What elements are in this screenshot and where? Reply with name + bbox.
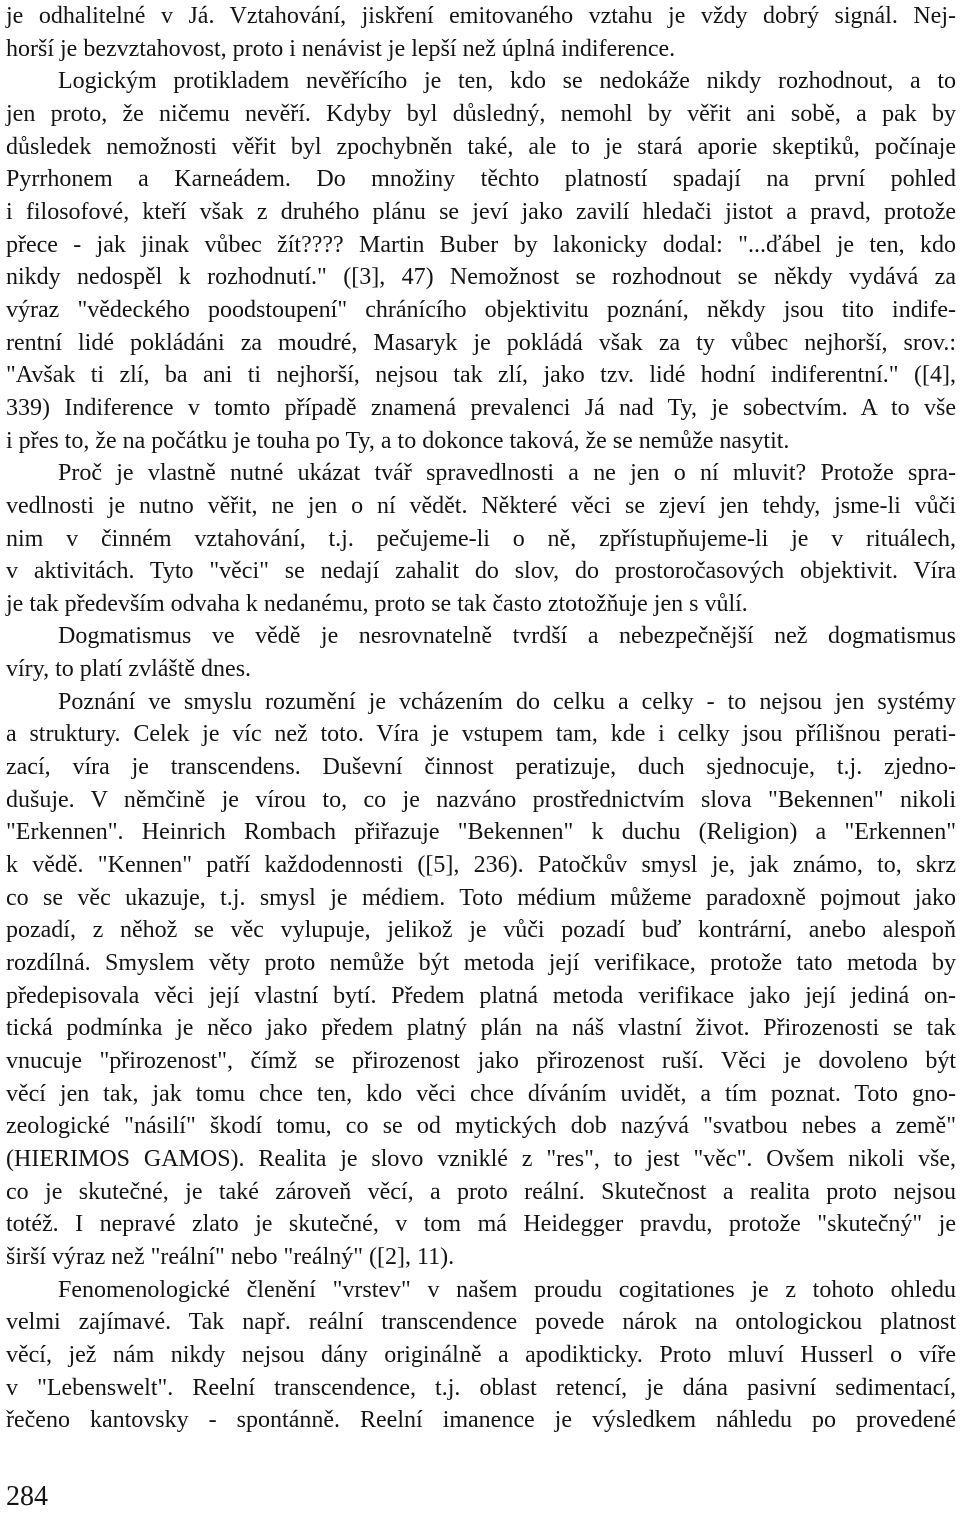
text-line: v aktivitách. Tyto "věci" se nedají zahalit do slov, do prostoročasových objektivit. Víra (6, 558, 956, 585)
text-line: (HIERIMOS GAMOS). Realita je slovo vzniklé z "res", to jest "věc". Ovšem nikoli vše, (6, 1145, 956, 1172)
text-line: je tak především odvaha k nedanému, proto se tak často ztotožňuje jen s vůlí. (6, 590, 748, 617)
text-line: co se věc ukazuje, t.j. smysl je médiem. Toto médium můžeme paradoxně pojmout jako (6, 884, 956, 911)
text-line: rozdílná. Smyslem věty proto nemůže být metoda její verifikace, protože tato metoda by (6, 950, 956, 977)
text-line: širší výraz než "reální" nebo "reálný" ([2], 11). (6, 1243, 455, 1270)
text-line: Poznání ve smyslu rozumění je vcházením do celku a celky - to nejsou jen systémy (58, 688, 956, 715)
text-line: nim v činném vztahování, t.j. pečujeme-li o ně, zpřístupňujeme-li je v rituálech, (6, 525, 956, 552)
text-line: zeologické "násilí" škodí tomu, co se od mytických dob nazývá "svatbou nebes a země" (6, 1113, 956, 1140)
text-line: důsledek nemožnosti věřit byl zpochybněn také, ale to je stará aporie skeptiků, počínaje (6, 133, 956, 160)
text-line: Pyrrhonem a Karneádem. Do množiny těchto platností spadají na první pohled (6, 166, 956, 193)
text-line: jen proto, že ničemu nevěří. Kdyby byl důsledný, nemohl by věřit ani sobě, a pak by (6, 100, 956, 127)
text-line: a struktury. Celek je víc než toto. Víra je vstupem tam, kde i celky jsou přílišnou perati- (6, 721, 956, 748)
text-line: je odhalitelné v Já. Vztahování, jiskření emitovaného vztahu je vždy dobrý signál. Nej- (6, 3, 956, 29)
text-line: "Erkennen". Heinrich Rombach přiřazuje "Bekennen" k duchu (Religion) a "Erkennen" (6, 819, 956, 846)
text-line: Proč je vlastně nutné ukázat tvář spravedlnosti a ne jen o ní mluvit? Protože spra- (58, 460, 956, 487)
text-line: i přes to, že na počátku je touha po Ty, a to dokonce taková, že se nemůže nasytit. (6, 427, 790, 454)
text-line: věcí, jež nám nikdy nejsou dány originálně a apodikticky. Proto mluví Husserl o víře (6, 1341, 956, 1368)
text-line: "Avšak ti zlí, ba ani ti nejhorší, nejsou tak zlí, jako tzv. lidé hodní indiferentní." ([4], (6, 362, 956, 389)
text-line: rentní lidé pokládáni za moudré, Masaryk je pokládá však za ty vůbec nejhorší, srov.: (6, 329, 956, 356)
text-line: víry, to platí zvláště dnes. (6, 656, 252, 683)
text-line: výraz "vědeckého poodstoupení" chránícího objektivitu poznání, někdy jsou tito indife- (6, 296, 956, 323)
text-line: dušuje. V němčině je vírou to, co je nazváno prostřednictvím slova "Bekennen" nikoli (6, 786, 956, 813)
text-line: totéž. I nepravé zlato je skutečné, v tom má Heidegger pravdu, protože "skutečný" je (6, 1211, 956, 1238)
text-line: zací, víra je transcendens. Duševní činnost peratizuje, duch sjednocuje, t.j. zjedno- (6, 754, 956, 781)
text-line: horší je bezvztahovost, proto i nenávist je lepší než úplná indiference. (6, 35, 676, 62)
text-line: v "Lebenswelt". Reelní transcendence, t.j. oblast retencí, je dána pasivní sedimentací, (6, 1374, 956, 1401)
text-line: nikdy nedospěl k rozhodnutí." ([3], 47) Nemožnost se rozhodnout se někdy vydává za (6, 264, 956, 291)
text-line: k vědě. "Kennen" patří každodennosti ([5], 236). Patočkův smysl je, jak známo, to, skrz (6, 852, 956, 879)
text-line: vnucuje "přirozenost", čímž se přirozenost jako přirozenost ruší. Věci je dovoleno být (6, 1048, 956, 1074)
text-line: předepisovala věci její vlastní bytí. Předem platná metoda verifikace jako její jediná on- (6, 982, 956, 1009)
text-line: i filosofové, kteří však z druhého plánu se jeví jako zavilí hledači jistot a pravd, protože (6, 198, 956, 225)
text-line: vedlnosti je nutno věřit, ne jen o ní vědět. Některé věci se zjeví jen tehdy, jsme-li vůči (6, 492, 956, 519)
text-line: tická podmínka je něco jako předem platný plán na náš vlastní život. Přirozenosti se tak (6, 1015, 956, 1042)
text-line: přece - jak jinak vůbec žít???? Martin Buber by lakonicky dodal: "...ďábel je ten, kdo (6, 231, 956, 258)
text-line: věcí jen tak, jak tomu chce ten, kdo věci chce díváním uvidět, a tím poznat. Toto gno- (6, 1080, 956, 1107)
text-line: pozadí, z něhož se věc vylupuje, jelikož je vůči pozadí buď kontrární, anebo alespoň (6, 917, 956, 944)
text-line: 339) Indiference v tomto případě znamená prevalenci Já nad Ty, je sobectvím. A to vše (6, 394, 956, 421)
page-number: 284 (6, 1481, 48, 1512)
text-line: Fenomenologické členění "vrstev" v našem proudu cogitationes je z tohoto ohledu (58, 1276, 956, 1303)
text-line: řečeno kantovsky - spontánně. Reelní imanence je výsledkem náhledu po provedené (6, 1407, 956, 1434)
text-line: co je skutečné, je také zároveň věcí, a proto reální. Skutečnost a realita proto nejsou (6, 1178, 956, 1205)
text-line: Logickým protikladem nevěřícího je ten, kdo se nedokáže nikdy rozhodnout, a to (58, 68, 956, 95)
text-line: velmi zajímavé. Tak např. reální transcendence povede nárok na ontologickou platnost (6, 1309, 956, 1336)
text-line: Dogmatismus ve vědě je nesrovnatelně tvrdší a nebezpečnější než dogmatismus (58, 623, 956, 650)
page-body (6, 0, 956, 1437)
